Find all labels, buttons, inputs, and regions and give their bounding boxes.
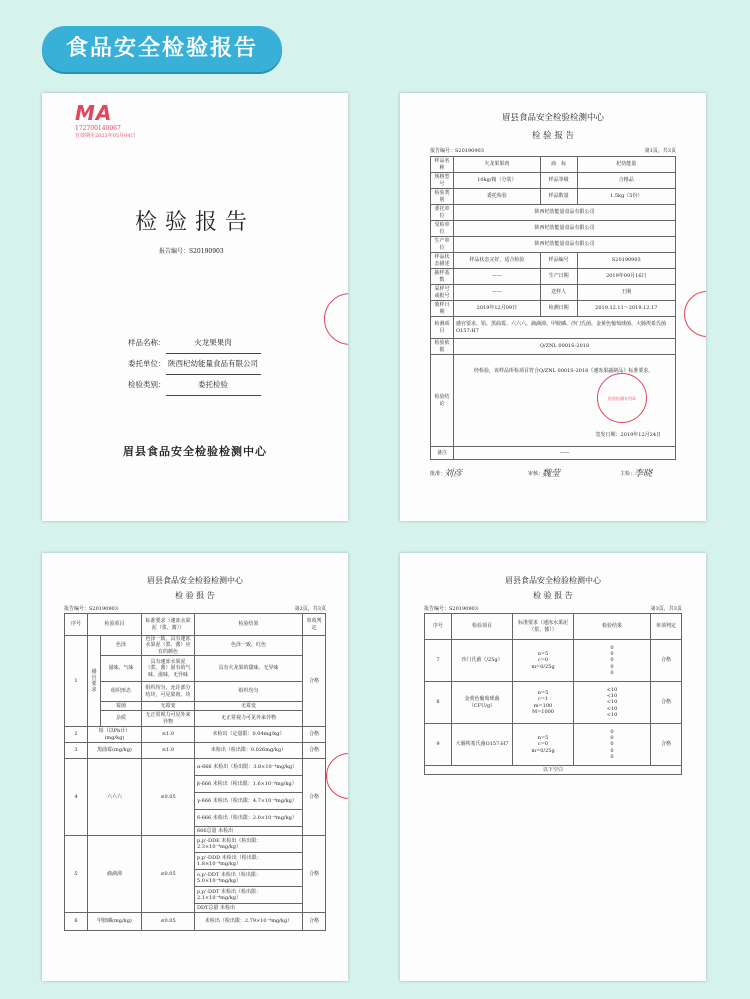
p2-center: 眉县食品安全检验检测中心: [501, 113, 604, 123]
table-row: [65, 702, 326, 711]
cell: 7: [425, 640, 452, 682]
p2-table: [430, 156, 676, 460]
cell: 0 0 0 0 0: [574, 640, 651, 682]
table-row: [65, 656, 326, 682]
cell: 感官要求: [88, 636, 101, 727]
table-row: [425, 640, 682, 682]
cell: 送样人: [540, 285, 577, 301]
cell: ≤1.0: [142, 743, 195, 759]
conclusion-cell: [454, 355, 676, 447]
sample-label: 样品名称：: [128, 338, 166, 347]
sub-result: 未检出（检出限：2.3×10⁻⁴mg/kg）: [197, 837, 262, 850]
conclusion-text: 经检验，该样品所检项目符合Q/ZNL 0001S-2018《速冻果蔬制品》标准要求。: [474, 368, 654, 374]
table-row: [425, 724, 682, 766]
p4-table: [424, 613, 682, 775]
table-row: [431, 173, 676, 189]
cell: 滋味、气味: [101, 656, 142, 682]
cell: [195, 870, 303, 887]
cell: ≤0.05: [142, 913, 195, 931]
cell: 沙门氏菌（/25g）: [452, 640, 513, 682]
cell: 杂质: [101, 711, 142, 727]
cell: 色泽: [101, 636, 142, 656]
results-page-2: [42, 553, 348, 981]
cell: 检验依据: [431, 339, 454, 355]
table-header-row: [425, 614, 682, 640]
cell: 样品状态完好，适合检验: [454, 253, 541, 269]
p2-title: 检 验 报 告: [531, 131, 575, 141]
table-row: [431, 189, 676, 205]
sub-result: 未检出（检出限：1.6×10⁻⁴mg/kg）: [212, 780, 297, 787]
p4-meta: [424, 605, 682, 613]
p3-table: [64, 613, 326, 931]
cover-stamp: [324, 293, 348, 345]
sub-item: p,p'-DDT: [197, 888, 220, 895]
sub-result: 未检出（检出限：5.0×10⁻⁴mg/kg）: [197, 871, 261, 884]
cell: 合格: [651, 682, 682, 724]
sub-item: 666总量: [197, 827, 217, 834]
cell: 未检出（检出限：0.026mg/kg）: [195, 743, 303, 759]
cell: n=5 c=1 m=100 M=1000: [513, 682, 574, 724]
approve-label: 批准：: [430, 471, 446, 477]
header-cell: 标准要求（速冻水果泥（浆、酱））: [142, 614, 195, 636]
cell: 3: [65, 743, 88, 759]
cell: 生产单位: [431, 237, 454, 253]
header-cell: 序号: [425, 614, 452, 640]
header-cell: 标准要求（速冻水果泥（浆、酱））: [513, 614, 574, 640]
cell: 生产日期: [540, 269, 577, 285]
cell: 合格: [303, 913, 326, 931]
cell: [195, 887, 303, 904]
cell: 4: [65, 759, 88, 836]
cell: 9: [425, 724, 452, 766]
sub-result: 未检出（检出限：1.8×10⁻⁴mg/kg）: [197, 854, 262, 867]
type-label: 检验类别：: [128, 380, 166, 389]
sub-item: α-666: [197, 763, 212, 770]
review-label: 审核：: [528, 471, 544, 477]
table-row: [65, 727, 326, 743]
cell: 5: [65, 836, 88, 913]
cell: 2019年12月09日: [454, 301, 541, 317]
stamp-text: 检验检测专用章: [608, 395, 636, 401]
sub-item: β-666: [197, 780, 212, 787]
cell: ——: [454, 447, 676, 460]
cell: 备注: [431, 447, 454, 460]
type-value: 委托检验: [166, 375, 261, 396]
main-signature: 李晓: [634, 469, 653, 479]
cover-title: 检验报告: [134, 210, 255, 235]
cell: 委托检验: [454, 189, 541, 205]
cell: 色泽一致，具有速冻水果泥（浆、酱）应有的颜色: [142, 636, 195, 656]
header-cell: 序号: [65, 614, 88, 636]
cell: 色泽一致，红色: [195, 636, 303, 656]
table-row: [431, 339, 676, 355]
table-row: [431, 269, 676, 285]
cell: 合格: [303, 727, 326, 743]
main-label: 主检：: [620, 471, 636, 477]
cell: 2019年09月16日: [577, 269, 675, 285]
header-cell: 检验项目: [452, 614, 513, 640]
cell: 收样日期: [431, 301, 454, 317]
cell: 甲胺磷(mg/kg): [88, 913, 142, 931]
p2-signatures: [430, 466, 676, 480]
cell: 陕西杞幼能量食品有限公司: [454, 237, 676, 253]
cell: 规格型号: [431, 173, 454, 189]
cell: 2019.12.11～2019.12.17: [577, 301, 675, 317]
cell: 1.5kg（5份）: [577, 189, 675, 205]
p2-edge-stamp: [684, 291, 706, 337]
p2-report-no: 报告编号：S20190903: [430, 148, 484, 154]
cell: 王刚: [577, 285, 675, 301]
cell: 陕西杞幼能量食品有限公司: [454, 221, 676, 237]
cell: 无霉变: [142, 702, 195, 711]
cell: 未检出（检出限：2.79×10⁻⁴mg/kg）: [195, 913, 303, 931]
cell: ≤0.05: [142, 759, 195, 836]
table-row: [65, 836, 326, 853]
cell: 0 0 0 0 0: [574, 724, 651, 766]
table-row: [65, 682, 326, 702]
cell: 样品名称: [431, 157, 454, 173]
table-row: [65, 743, 326, 759]
cover-report-no: 报告编号：S20190903: [159, 248, 224, 255]
p4-title: 检 验 报 告: [533, 591, 573, 600]
report-banner: [42, 26, 282, 72]
cell: 受检单位: [431, 221, 454, 237]
sub-item: δ-666: [197, 814, 212, 821]
table-row: [431, 447, 676, 460]
cell: <10 <10 <10 <10 <10: [574, 682, 651, 724]
header-cell: 单项判定: [651, 614, 682, 640]
cell: 合格: [303, 759, 326, 836]
header-cell: 单项判定: [303, 614, 326, 636]
p3-edge-stamp: [326, 753, 348, 799]
table-row: [65, 711, 326, 727]
sub-item: p,p'-DDE: [197, 837, 220, 844]
cell: 样品等级: [540, 173, 577, 189]
cell: 合格: [303, 743, 326, 759]
cell: ≤0.05: [142, 836, 195, 913]
cell: ——: [454, 269, 541, 285]
cell: [195, 827, 303, 836]
sub-item: DDT总量: [197, 904, 219, 911]
client-label: 委托单位：: [128, 359, 166, 368]
table-row: [431, 221, 676, 237]
summary-page: [400, 93, 706, 521]
cell: 检验结论: [431, 355, 454, 447]
sub-result: 未检出（检出限：4.7×10⁻⁴mg/kg）: [212, 797, 297, 804]
cell: [195, 836, 303, 853]
cell: 样品数量: [540, 189, 577, 205]
sub-result: 未检出: [219, 904, 235, 911]
p4-page-no: 第3页，共3页: [650, 606, 682, 612]
cell: 样品状态描述: [431, 253, 454, 269]
cell: 六六六: [88, 759, 142, 836]
header-cell: 检验结果: [574, 614, 651, 640]
cell: [195, 810, 303, 827]
sub-result: 未检出: [218, 827, 234, 834]
p3-title: 检 验 报 告: [175, 591, 215, 600]
table-row: [431, 317, 676, 339]
cell: 以下空白: [425, 766, 682, 775]
cma-logo: MA: [75, 101, 113, 125]
cell: 委托单位: [431, 205, 454, 221]
cell: 组织形态: [101, 682, 142, 702]
table-row: [431, 205, 676, 221]
sample-value: 火龙果果肉: [166, 333, 261, 354]
cell: 10kg/箱（分装）: [454, 173, 541, 189]
table-row: [431, 237, 676, 253]
table-row: [431, 301, 676, 317]
cell: 铅（以Pb计）(mg/kg): [88, 727, 142, 743]
cell: 采样号或批号: [431, 285, 454, 301]
table-row: [65, 913, 326, 931]
p4-report-no: 报告编号：S20190903: [424, 606, 478, 612]
cell: 检测项目: [431, 317, 454, 339]
issue-date: 签发日期：2019年12月24日: [595, 431, 661, 438]
results-page-3: [400, 553, 706, 981]
table-row: [431, 157, 676, 173]
header-cell: 检验项目: [88, 614, 142, 636]
cell: 1: [65, 636, 88, 727]
cell: 大肠埃希氏菌O157:H7: [452, 724, 513, 766]
client-value: 陕西杞幼能量食品有限公司: [166, 354, 261, 375]
p2-meta: [430, 147, 676, 156]
test-stamp: [597, 373, 647, 423]
cell: 抽样基数: [431, 269, 454, 285]
p3-meta: [64, 605, 326, 613]
cell: S20190903: [577, 253, 675, 269]
cell: 合格品: [577, 173, 675, 189]
sub-result: 未检出（检出限：2.0×10⁻⁴mg/kg）: [212, 814, 297, 821]
p2-page-no: 第1页，共3页: [644, 148, 676, 154]
cover-page: [42, 93, 348, 521]
cma-date: 有效期至2023年05月04日: [75, 133, 136, 139]
cell: ——: [454, 285, 541, 301]
table-row: [425, 766, 682, 775]
cell: 合格: [651, 724, 682, 766]
cell: 陕西杞幼能量食品有限公司: [454, 205, 676, 221]
table-header-row: [65, 614, 326, 636]
p3-report-no: 报告编号：S20190903: [64, 606, 118, 612]
cell: 合格: [303, 836, 326, 913]
banner-title: 食品安全检验报告: [65, 36, 258, 61]
cell: n=5 c=0 m=0/25g: [513, 640, 574, 682]
cell: [195, 904, 303, 913]
cma-number: 172700140067: [75, 125, 121, 132]
cell: 火龙果果肉: [454, 157, 541, 173]
sub-item: o,p'-DDT: [197, 871, 220, 878]
sub-item: γ-666: [197, 797, 212, 804]
sub-result: 未检出（检出限：2.1×10⁻⁴mg/kg）: [197, 888, 262, 901]
cell: 合格: [303, 636, 326, 727]
cell: 黑曲霉(mg/kg): [88, 743, 142, 759]
cell: 样品编号: [540, 253, 577, 269]
cell: 无正常视力可见外来异物: [195, 711, 303, 727]
cell: 具有火龙果的甜味，无异味: [195, 656, 303, 682]
cover-fields: [128, 333, 261, 396]
cma-mark: [75, 101, 145, 139]
cell: 8: [425, 682, 452, 724]
cell: 具有速冻水果泥（浆、酱）固有的气味、滋味，无异味: [142, 656, 195, 682]
cell: Q/ZNL 0001S-2018: [454, 339, 676, 355]
p3-center: 眉县食品安全检验检测中心: [147, 576, 243, 585]
cell: 无正常视力可见外来异物: [142, 711, 195, 727]
cell: 霉菌: [101, 702, 142, 711]
cell: 2: [65, 727, 88, 743]
cell: [195, 793, 303, 810]
cell: 无霉变: [195, 702, 303, 711]
cell: 合格: [651, 640, 682, 682]
cell: 商 标: [540, 157, 577, 173]
table-row: [431, 355, 676, 447]
cell: 滴滴涕: [88, 836, 142, 913]
cell: 金黄色葡萄球菌（CFU/g）: [452, 682, 513, 724]
cover-center: 眉县食品安全检验检测中心: [123, 445, 267, 458]
cell: 组织均匀，允许部分结块，可见果肉、块: [142, 682, 195, 702]
cell: 感官要求、铅、黑曲霉、六六六、滴滴涕、甲胺磷、沙门氏菌、金黄色葡萄球菌、大肠埃希氏菌O157:H7: [454, 317, 676, 339]
cell: [195, 853, 303, 870]
sub-item: p,p'-DDD: [197, 854, 221, 861]
approve-signature: 刘彦: [444, 469, 463, 479]
table-row: [431, 253, 676, 269]
p4-center: 眉县食品安全检验检测中心: [505, 576, 601, 585]
cell: 组织均匀: [195, 682, 303, 702]
sub-result: 未检出（检出限：3.8×10⁻⁴mg/kg）: [213, 763, 298, 770]
table-row: [65, 759, 326, 776]
table-row: [65, 636, 326, 656]
cell: 6: [65, 913, 88, 931]
cell: 检验类别: [431, 189, 454, 205]
cell: n=5 c=0 m=0/25g: [513, 724, 574, 766]
table-row: [425, 682, 682, 724]
cell: ≤1.0: [142, 727, 195, 743]
cell: [195, 776, 303, 793]
table-row: [431, 285, 676, 301]
cell: 杞幼能量: [577, 157, 675, 173]
p3-page-no: 第2页，共3页: [294, 606, 326, 612]
cell: 未检出（定量限：0.04mg/kg）: [195, 727, 303, 743]
review-signature: 魏莹: [542, 469, 561, 479]
cell: 检测日期: [540, 301, 577, 317]
header-cell: 检验结果: [195, 614, 303, 636]
cell: [195, 759, 303, 776]
